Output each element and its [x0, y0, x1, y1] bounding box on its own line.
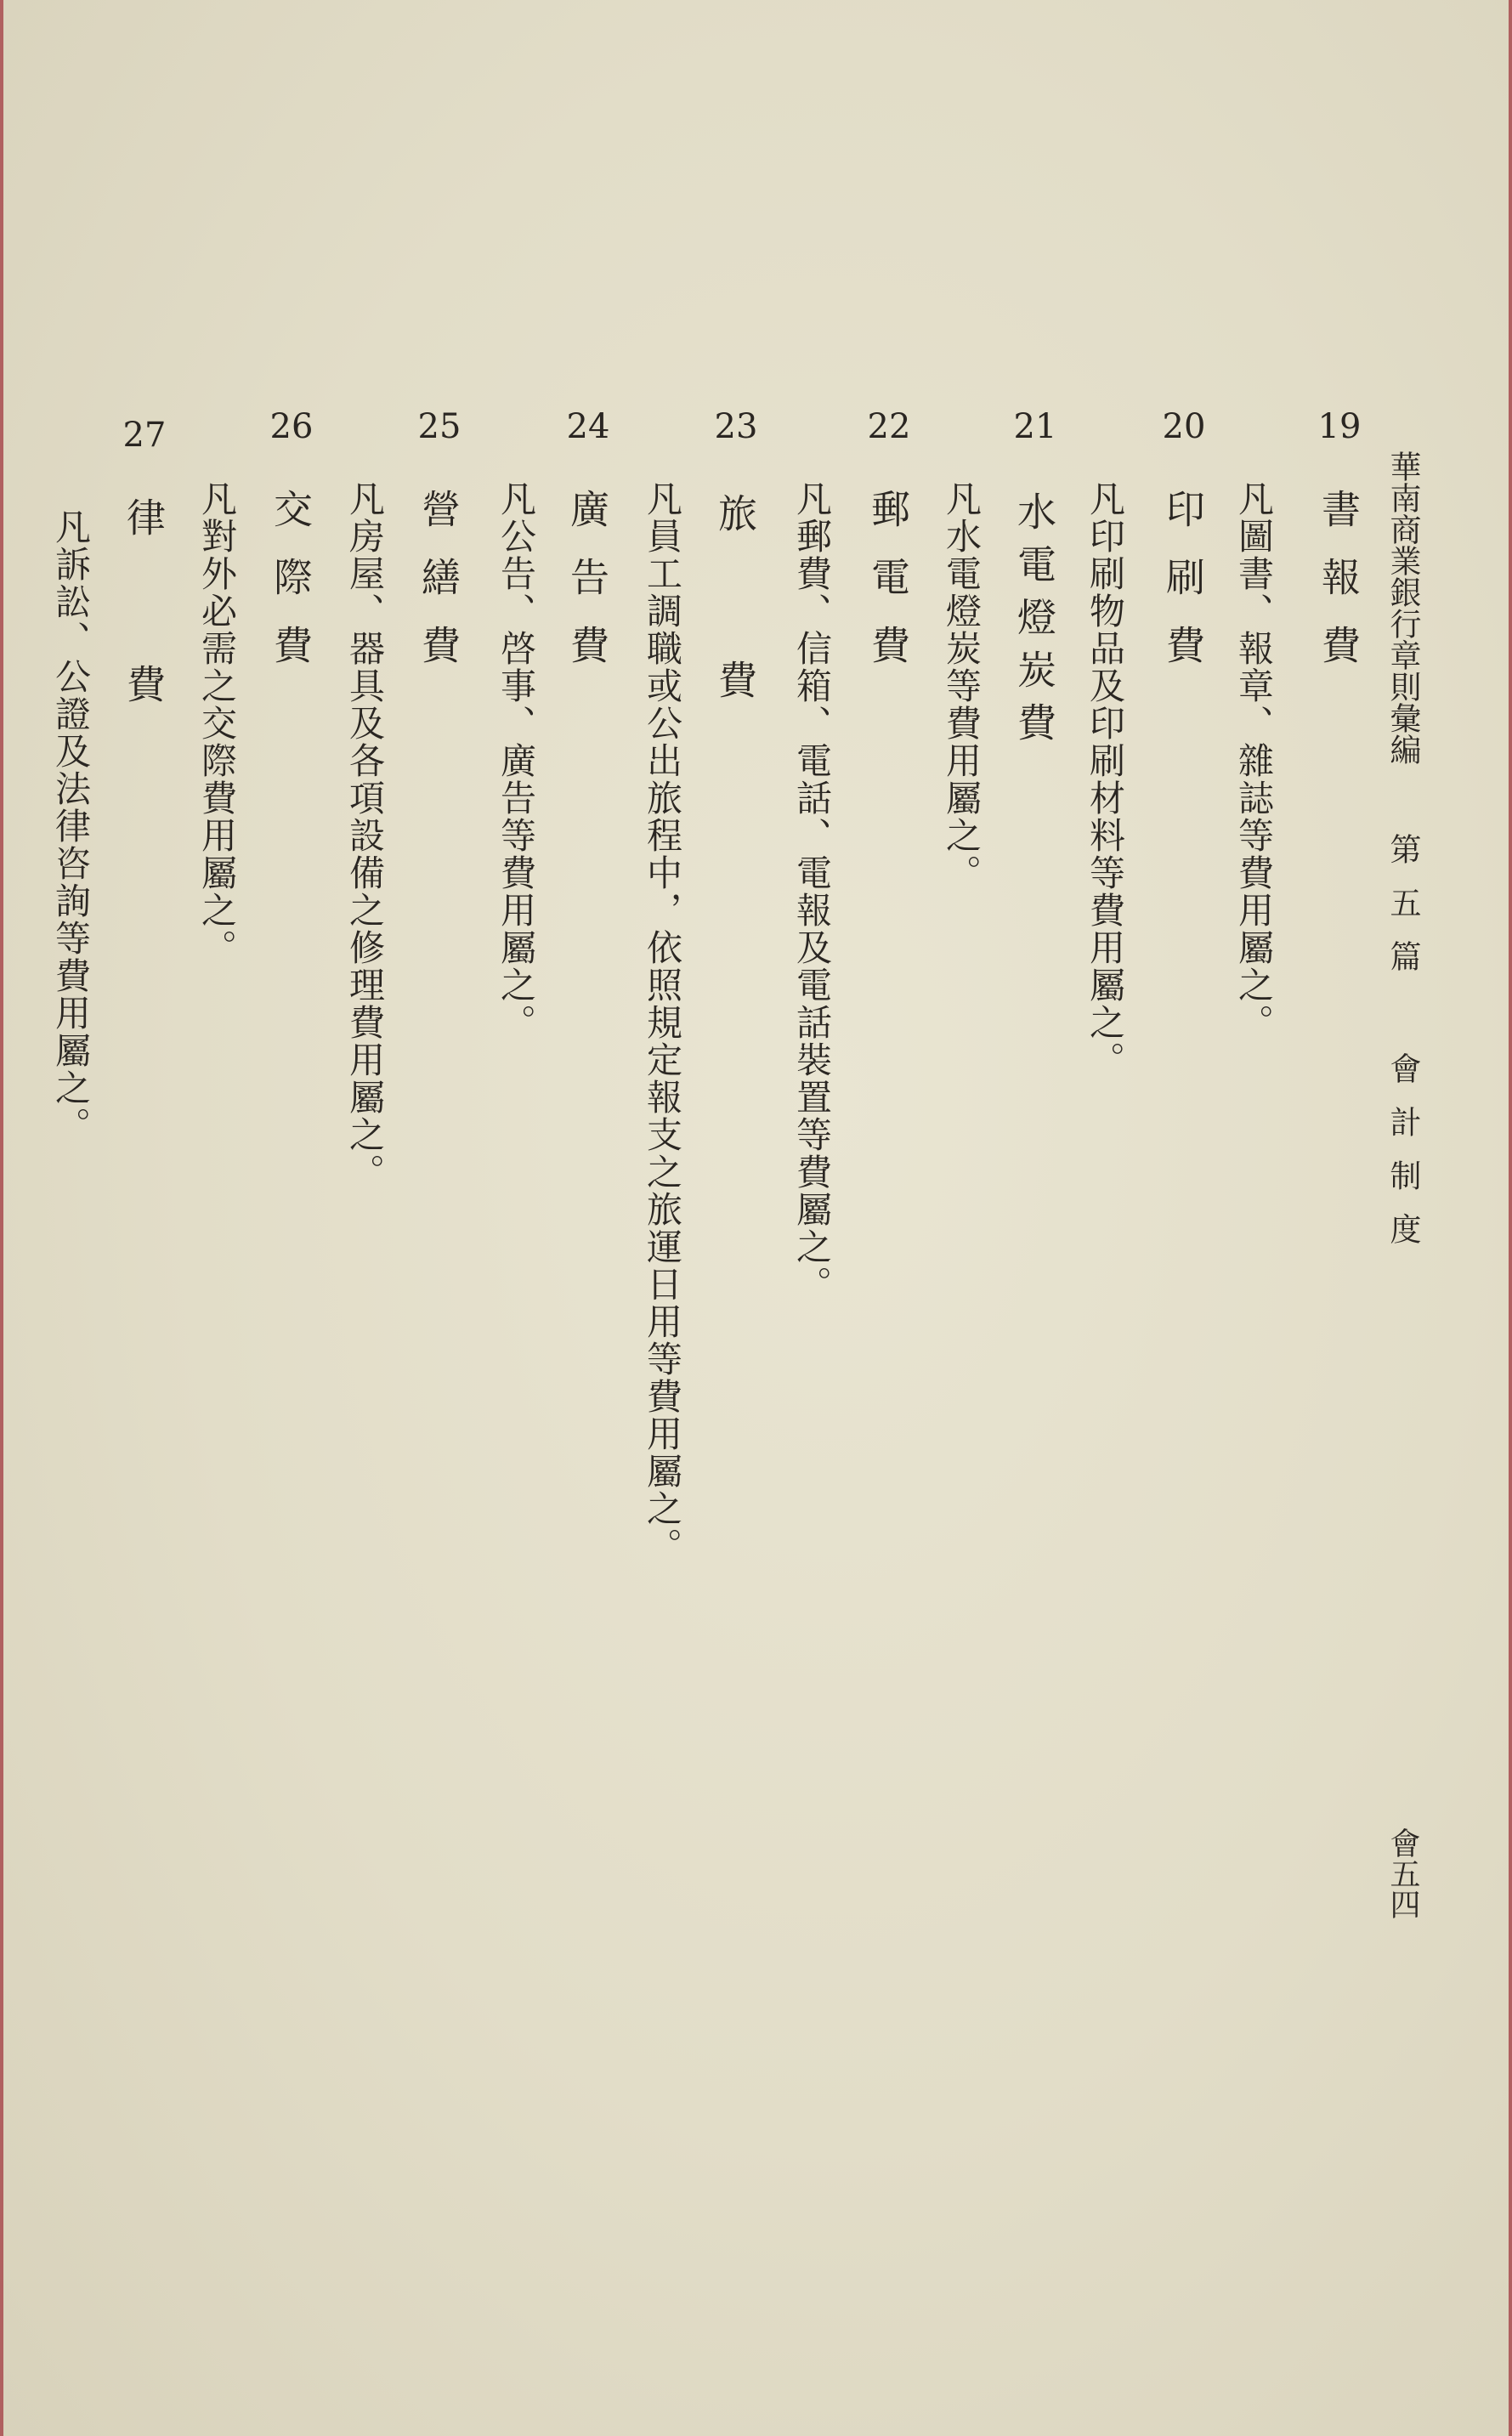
- item-number: 20: [1162, 407, 1206, 446]
- item-title: 旅費: [712, 493, 758, 826]
- book-title: 華南商業銀行章則彙編: [1385, 450, 1421, 765]
- item-description: 凡對外必需之交際費用屬之。: [196, 480, 238, 966]
- page-edge-right: [1509, 0, 1512, 2436]
- page-number: 會五四: [1385, 1827, 1420, 1919]
- item-title: 郵電費: [865, 489, 911, 693]
- section-title: 第五篇 會計制度: [1385, 833, 1421, 1266]
- page-edge-left: [0, 0, 3, 2436]
- item-number: 27: [122, 416, 167, 455]
- item-title: 水電燈炭費: [1011, 491, 1057, 755]
- item-description: 凡郵費、信箱、電話、電報及電話裝置等費屬之。: [791, 480, 833, 1303]
- item-description: 凡公告、啓事、廣告等費用屬之。: [496, 480, 537, 1041]
- item-description: 凡訴訟、公證及法律咨詢等費用屬之。: [50, 508, 92, 1144]
- item-number: 25: [417, 407, 462, 446]
- item-title: 律費: [121, 497, 167, 830]
- item-number: 19: [1317, 407, 1362, 446]
- item-description: 凡房屋、器具及各項設備之修理費用屬之。: [344, 480, 386, 1191]
- item-description: 凡員工調職或公出旅程中，依照規定報支之旅運日用等費用屬之。: [642, 480, 683, 1565]
- item-description: 凡水電燈炭等費用屬之。: [941, 480, 983, 892]
- item-title: 書報費: [1316, 489, 1362, 693]
- item-description: 凡印刷物品及印刷材料等費用屬之。: [1084, 480, 1126, 1079]
- item-number: 26: [269, 407, 314, 446]
- item-title: 營繕費: [416, 489, 462, 693]
- item-description: 凡圖書、報章、雜誌等費用屬之。: [1233, 480, 1275, 1041]
- item-title: 廣告費: [564, 489, 610, 693]
- item-number: 21: [1013, 407, 1057, 446]
- item-number: 22: [867, 407, 911, 446]
- item-number: 23: [714, 407, 758, 446]
- item-number: 24: [566, 407, 610, 446]
- item-title: 印刷費: [1160, 489, 1206, 693]
- item-title: 交際費: [268, 489, 314, 693]
